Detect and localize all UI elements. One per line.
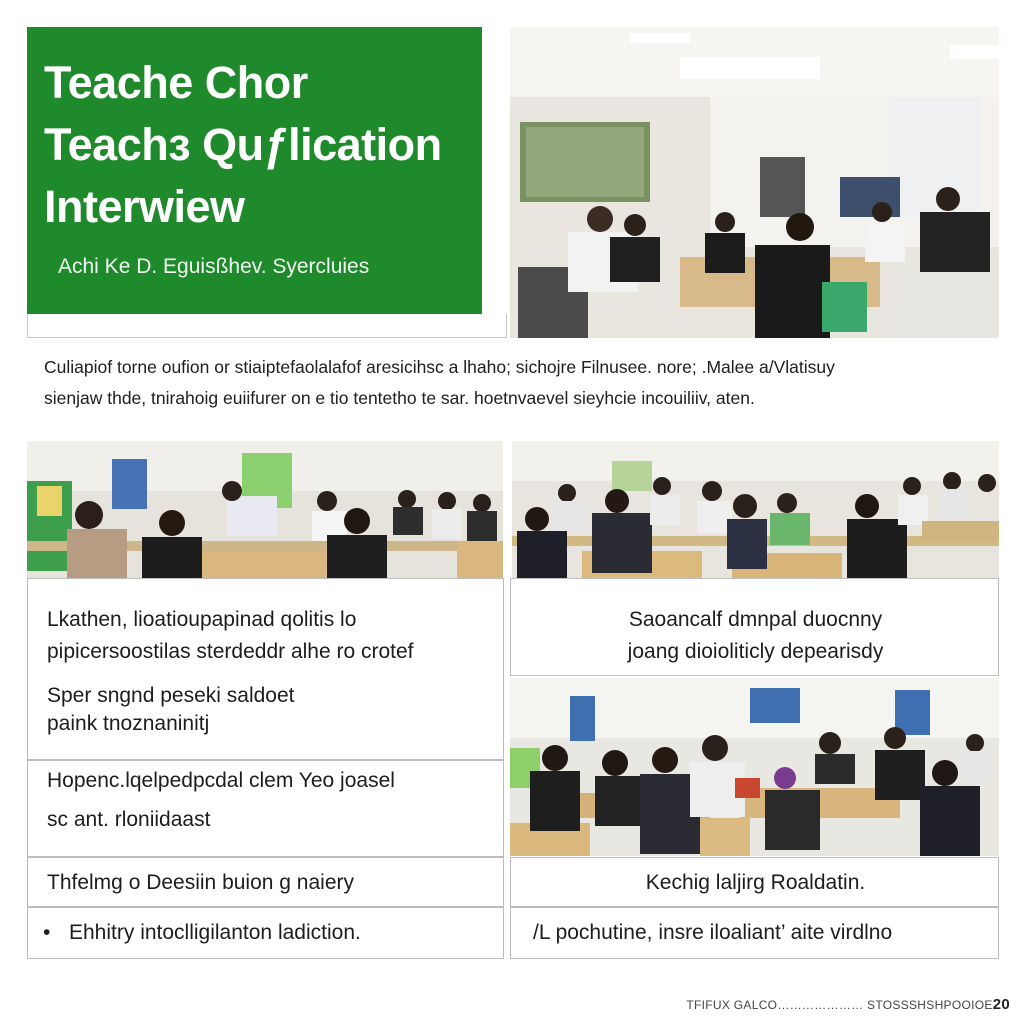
intro-line-1: Culiapiof torne oufion or stiaiptefaolalafof aresicihsc a lhaho; sichojre Filnusee. nore; .Malee a/Vlatisuy <box>44 357 835 377</box>
hero-subtitle: Achi Ke D. Eguisßhev. Syercluies <box>58 255 370 278</box>
hero-classroom-photo <box>510 27 999 338</box>
intro-paragraph <box>44 352 984 414</box>
section-left-bullet <box>27 907 504 959</box>
right-bottom-text: Kechig laljirg Roaldatin. <box>645 871 866 894</box>
left-top-line-3: Sper sngnd peseki saldoet <box>47 684 295 707</box>
section-left-pedagogy <box>27 760 504 857</box>
hero-underline-box <box>27 314 507 338</box>
left-top-line-4: paink tnoznaninitj <box>47 712 210 735</box>
page-number: 20 <box>992 996 1010 1013</box>
classroom-photo-bottom <box>510 678 999 856</box>
section-right-didactic <box>510 578 999 676</box>
right-top-line-2: joang dioioliticly depearisdy <box>627 640 884 663</box>
classroom-photo-right <box>512 441 999 578</box>
left-top-line-2: pipicersoostilas sterdeddr alhe ro crotef <box>47 640 414 663</box>
classroom-photo-left <box>27 441 503 578</box>
left-top-line-1: Lkathen, lioatioupapinad qolitis lo <box>47 608 357 631</box>
bullet-icon: • <box>43 921 51 944</box>
section-left-design <box>27 857 504 907</box>
right-top-line-1: Saoancalf dmnpal duocnny <box>628 608 883 631</box>
left-mid-line-1: Hopenc.lqelpedpcdal clem Yeo joasel <box>47 769 395 792</box>
footer-code-text: TFIFUX GALCO………………… STOSSSHSHPOOIOE <box>686 998 993 1012</box>
section-right-teaching <box>510 857 999 907</box>
left-bullet-text: Ehhitry intoclligilanton ladiction. <box>69 921 361 944</box>
right-last-text: /L pochutine, insre iloaliant’ aite virdlno <box>533 921 893 944</box>
hero-title <box>44 52 484 238</box>
hero-title-line-2: Teachз Quƒlication <box>44 119 442 170</box>
footer-code <box>686 996 1010 1013</box>
hero-title-line-1: Teache Chor <box>44 57 308 108</box>
hero-title-line-3: Interwiew <box>44 181 245 232</box>
left-mid-line-2: sc ant. rloniidaast <box>47 808 211 831</box>
intro-line-2: sienjaw thde, tnirahoig euiifurer on e tio tentetho te sar. hoetnvaevel sieyhcie incouiliiv, aten. <box>44 388 755 408</box>
left-bottom-text: Thfelmg o Deesiin buion g naiery <box>47 871 355 894</box>
section-right-last <box>510 907 999 959</box>
section-left-qualification <box>27 578 504 760</box>
